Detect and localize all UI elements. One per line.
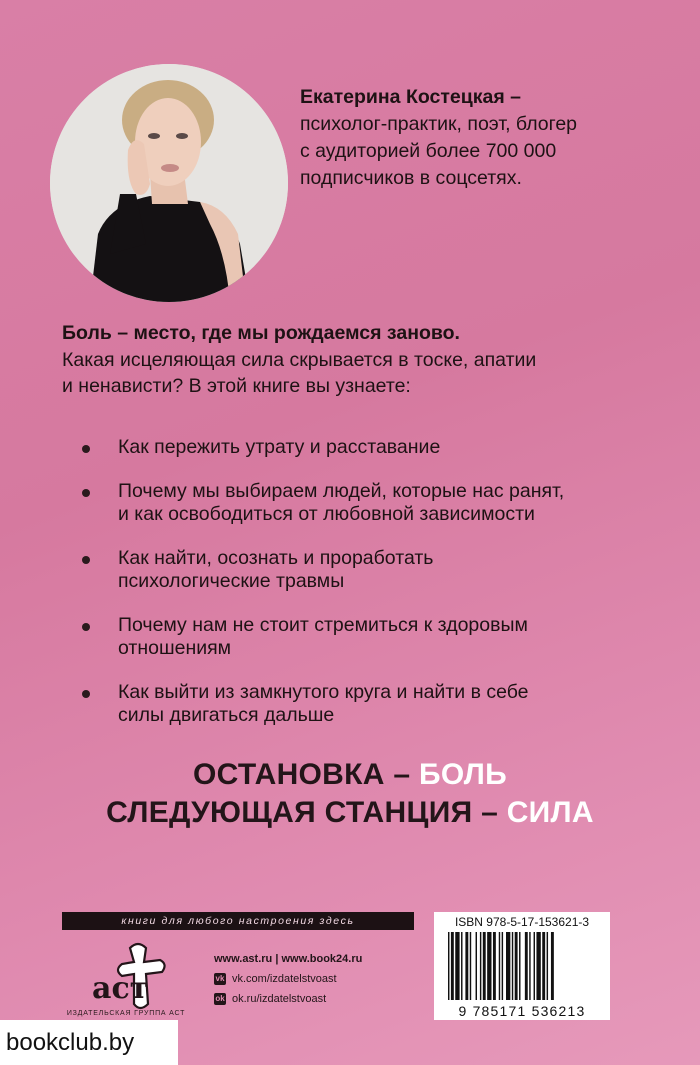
slogan-highlight: БОЛЬ (418, 758, 507, 791)
lead-line: и ненависти? В этой книге вы узнаете: (62, 375, 411, 397)
barcode-bar (542, 932, 545, 1000)
barcode-bar (455, 932, 459, 1000)
logo-text: аст (92, 971, 149, 1006)
bullet-list (82, 436, 642, 748)
vk-link[interactable]: vk.com/izdatelstvoast (232, 973, 337, 985)
barcode-bar (493, 932, 496, 1000)
bullet-item (82, 547, 642, 593)
barcode-bar (483, 932, 486, 1000)
ok-icon: ok (215, 994, 225, 1003)
barcode-bar (487, 932, 491, 1000)
bullet-text: Почему мы выбираем людей, которые нас ранят, (118, 480, 565, 502)
barcode-bar (470, 932, 471, 1000)
ok-row (214, 989, 362, 1009)
author-bio-line: подписчиков в соцсетях. (300, 167, 522, 189)
lead-line: Какая исцеляющая сила скрывается в тоске, апатии (62, 348, 537, 371)
publisher-tagline: книги для любого настроения здесь (62, 912, 414, 930)
bullet-item (82, 480, 642, 526)
bullet-text: Как найти, осознать и проработать (118, 547, 434, 569)
bullet-text: отношениям (118, 637, 232, 659)
barcode-bar (525, 932, 528, 1000)
bullet-text: Как пережить утрату и расставание (118, 436, 441, 458)
bullet-item (82, 681, 642, 727)
author-photo (50, 64, 288, 302)
author-portrait-image (50, 64, 288, 302)
barcode-bar (547, 932, 548, 1000)
slogan-line-1 (0, 756, 700, 794)
bullet-item (82, 614, 642, 660)
barcode-bar (461, 932, 462, 1000)
barcode-bar (499, 932, 500, 1000)
barcode-bar (502, 932, 503, 1000)
lead-paragraph (62, 320, 662, 400)
barcode (434, 912, 610, 1020)
barcode-bar (506, 932, 510, 1000)
barcode-number: 9 785171 536213 (458, 1003, 586, 1019)
publisher-caption: ИЗДАТЕЛЬСКАЯ ГРУППА АСТ (66, 1010, 186, 1017)
barcode-bar (519, 932, 520, 1000)
bullet-text: силы двигаться дальше (118, 704, 335, 726)
author-bio-line: с аудиторией более 700 000 (300, 140, 557, 162)
barcode-bar (480, 932, 481, 1000)
sites-row (214, 949, 362, 969)
barcode-bar (529, 932, 530, 1000)
vk-icon: vk (215, 974, 225, 983)
bullet-text: Как выйти из замкнутого круга и найти в себе (118, 681, 529, 703)
bullet-text: и как освободиться от любовной зависимости (118, 503, 535, 525)
bullet-text: Почему нам не стоит стремиться к здоровым (118, 614, 528, 636)
slogan-line-2 (0, 794, 700, 832)
bullet-text: психологические травмы (118, 570, 345, 592)
barcode-bars-icon (434, 932, 610, 1002)
barcode-bar (515, 932, 518, 1000)
barcode-bar (534, 932, 535, 1000)
bullet-dot-icon (82, 489, 90, 497)
sites-link[interactable]: www.ast.ru | www.book24.ru (214, 953, 363, 965)
bullet-dot-icon (82, 690, 90, 698)
barcode-bar (551, 932, 554, 1000)
ok-link[interactable]: ok.ru/izdatelstvoast (232, 993, 327, 1005)
watermark: bookclub.by (0, 1020, 178, 1065)
barcode-bar (476, 932, 477, 1000)
barcode-bar (448, 932, 449, 1000)
vk-row (214, 969, 362, 989)
author-name: Екатерина Костецкая – (300, 86, 521, 108)
isbn-text: ISBN 978-5-17-153621-3 (454, 915, 590, 929)
bullet-dot-icon (82, 445, 90, 453)
barcode-bar (536, 932, 540, 1000)
barcode-bar (465, 932, 468, 1000)
slogan-text: СЛЕДУЮЩАЯ СТАНЦИЯ – (106, 796, 507, 829)
publisher-links (214, 949, 362, 1009)
publisher-logo (68, 938, 178, 1018)
bullet-dot-icon (82, 623, 90, 631)
barcode-bar (451, 932, 454, 1000)
author-bio-line: психолог-практик, поэт, блогер (300, 113, 578, 135)
ast-logo-icon (68, 938, 178, 1018)
slogan-highlight: СИЛА (506, 796, 594, 829)
bullet-dot-icon (82, 556, 90, 564)
lead-headline: Боль – место, где мы рождаемся заново. (62, 322, 460, 344)
author-bio (300, 84, 577, 192)
slogan-text: ОСТАНОВКА – (193, 758, 419, 791)
slogan (0, 756, 700, 832)
bullet-item (82, 436, 642, 459)
barcode-bar (512, 932, 513, 1000)
